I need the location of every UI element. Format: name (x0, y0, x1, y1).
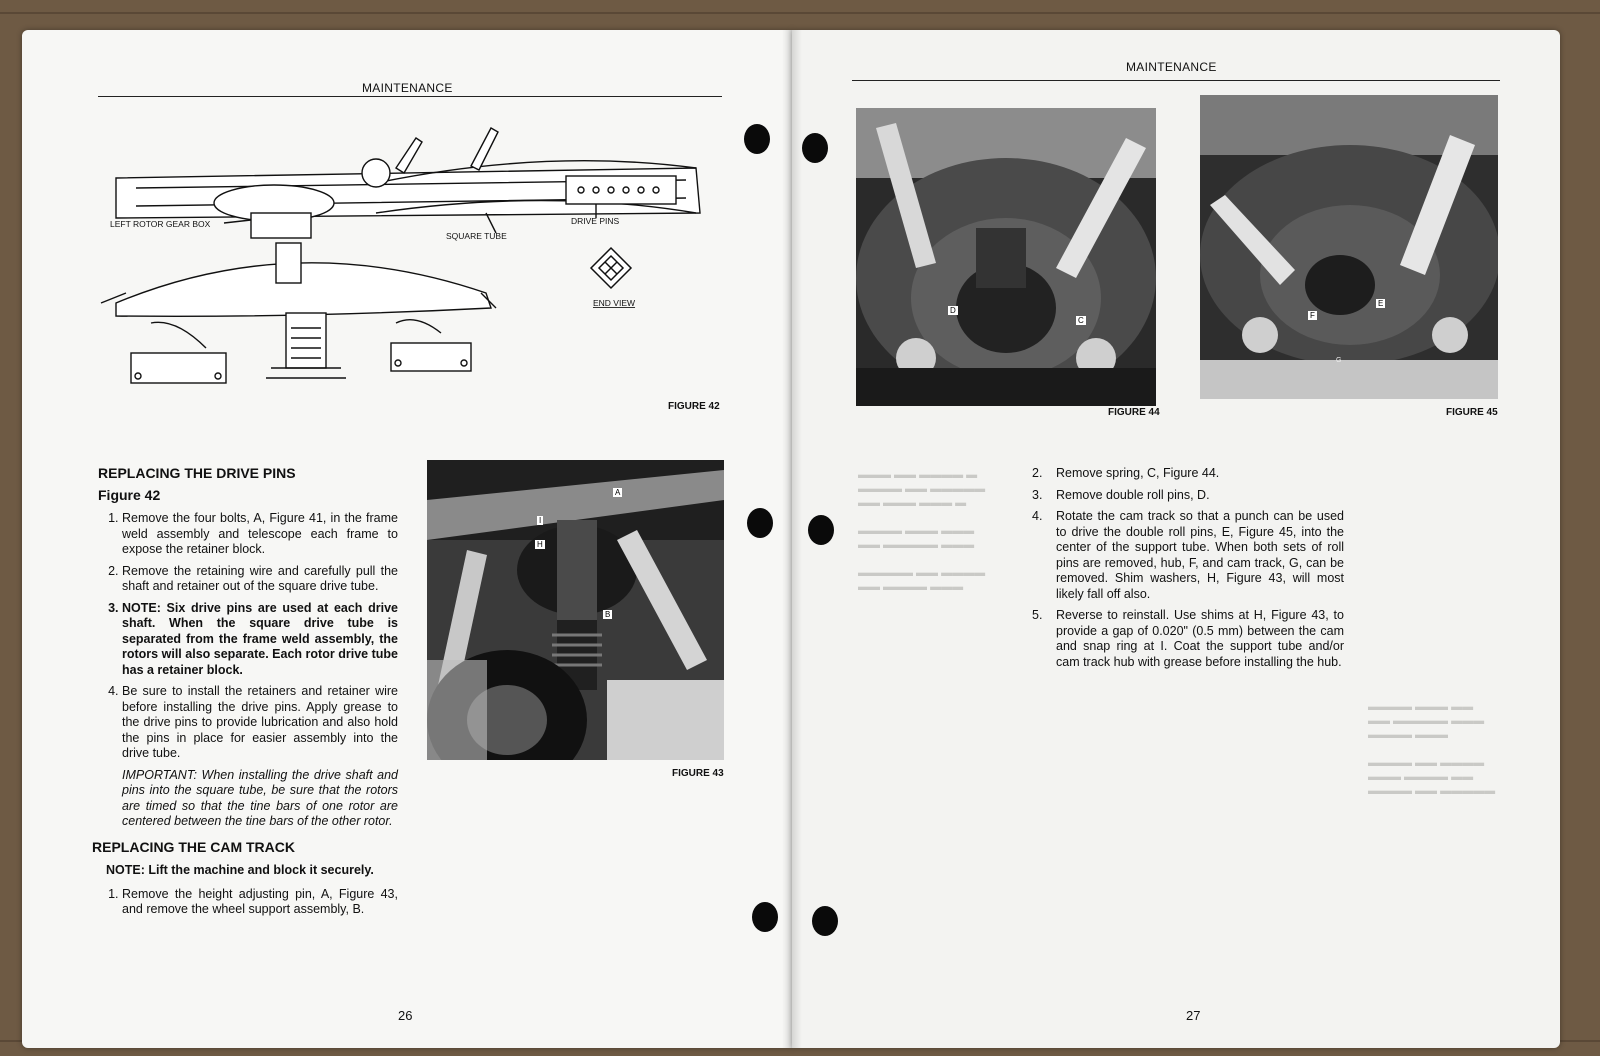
list-item: 2. Remove the retaining wire and carefully pull the shaft and retainer out of the square drive tube. (122, 564, 398, 595)
punch-hole (744, 124, 770, 154)
section-replacing-drive-pins (92, 465, 398, 924)
label-left-rotor-gear-box: LEFT ROTOR GEAR BOX (110, 219, 211, 229)
list-number: 2. (1032, 466, 1043, 480)
section-subtitle-figure-42: Figure 42 (98, 486, 161, 503)
list-number: 5. (1032, 608, 1043, 622)
important-note: IMPORTANT: When installing the drive shaft and pins into the square tube, be sure that the rotors are timed so that the tine bars of one rotor are centered between the tine bars of the other rotor. (122, 767, 398, 828)
end-view-symbol (591, 248, 631, 288)
section-title-drive-pins: REPLACING THE DRIVE PINS (98, 465, 296, 481)
fig43-label-a: A (615, 488, 621, 497)
figure-42-caption: FIGURE 42 (668, 401, 720, 412)
list-text: Reverse to reinstall. Use shims at H, Figure 43, to provide a gap of 0.020" (0.5 mm) between the cam and snap ring at I. Coat the support tube and/or cam track hub with grease before installing the hub. (1056, 608, 1344, 669)
list-text: Rotate the cam track so that a punch can be used to drive the double roll pins, E, Figure 45, into the center of the support tube. When both sets of roll pins are removed, hub, F, and cam track, G, can be removed. Shim washers, H, Figure 43, will most likely fall off also. (1056, 509, 1344, 601)
left-header-rule (98, 96, 722, 97)
section-title-cam-track: REPLACING THE CAM TRACK (92, 838, 295, 855)
figure-43-caption: FIGURE 43 (672, 768, 724, 779)
figure-44-photo (856, 108, 1156, 406)
list-text: Remove spring, C, Figure 44. (1056, 466, 1220, 480)
right-page-header: MAINTENANCE (1126, 60, 1217, 74)
cam-track-note: NOTE: Lift the machine and block it securely. (106, 863, 374, 877)
label-drive-pins: DRIVE PINS (571, 216, 620, 226)
list-item (1032, 509, 1344, 602)
figure-42-drawing (96, 118, 724, 408)
label-square-tube: SQUARE TUBE (446, 231, 507, 241)
punch-hole (747, 508, 773, 538)
right-header-rule (852, 80, 1500, 81)
punch-hole (802, 133, 828, 163)
bleed-through-text: ▬▬▬ ▬▬ ▬▬▬▬ ▬ ▬▬▬▬ ▬▬ ▬▬▬▬▬ ▬▬ ▬▬▬ ▬▬▬ ▬ ▬▬▬▬ ▬▬▬ ▬▬▬ ▬▬ ▬▬▬▬▬ ▬▬▬ ▬▬▬▬▬ ▬▬ ▬▬▬▬ ▬▬ ▬▬▬▬ ▬▬▬ (858, 469, 986, 593)
list-item (1032, 488, 1344, 504)
list-item: 1. Remove the four bolts, A, Figure 41, in the frame weld assembly and telescope each frame to expose the retainer block. (122, 511, 398, 558)
list-item (1032, 466, 1344, 482)
figure-45-photo (1200, 95, 1498, 399)
figure-45-caption: FIGURE 45 (1446, 407, 1498, 418)
fig45-label-g: G (1336, 357, 1342, 364)
list-item-note: 3. NOTE: Six drive pins are used at each drive shaft. When the square drive tube is separated from the frame weld assembly, the rotors will also separate. Each rotor drive tube has a retainer block. (122, 601, 398, 679)
left-page-header: MAINTENANCE (362, 81, 453, 95)
list-item: 4. Be sure to install the retainers and retainer wire before installing the drive pins. Apply grease to the drive pins to provide lubrication and also hold the pins in place for easier assembly into the drive tube. (122, 684, 398, 762)
list-text: Remove double roll pins, D. (1056, 487, 1210, 502)
book-spine (782, 30, 802, 1048)
page-number-left: 26 (398, 1008, 413, 1023)
wood-grain (0, 12, 1600, 14)
fig43-label-b: B (605, 610, 611, 619)
punch-hole (812, 906, 838, 936)
label-end-view: END VIEW (593, 298, 636, 308)
figure-44-caption: FIGURE 44 (1108, 407, 1160, 418)
list-number: 4. (1032, 509, 1043, 523)
punch-hole (808, 515, 834, 545)
list-number: 3. (1032, 487, 1043, 502)
page-number-right: 27 (1186, 1008, 1201, 1023)
fig43-label-h: H (537, 540, 543, 549)
right-steps (1032, 466, 1344, 676)
figure-43-photo (427, 460, 724, 760)
fig45-label-f: F (1310, 311, 1315, 320)
fig45-label-e: E (1378, 299, 1384, 308)
bleed-through-text: ▬▬▬▬ ▬▬▬ ▬▬ ▬▬ ▬▬▬▬▬ ▬▬▬ ▬▬▬▬ ▬▬▬ ▬▬▬▬ ▬▬ ▬▬▬▬ ▬▬▬ ▬▬▬▬ ▬▬ ▬▬▬▬ ▬▬ ▬▬▬▬▬ (1368, 701, 1496, 797)
fig43-label-i: I (539, 516, 542, 525)
punch-hole (752, 902, 778, 932)
list-item: 1. Remove the height adjusting pin, A, Figure 43, and remove the wheel support assembly, B. (122, 887, 398, 918)
fig44-label-d: D (950, 306, 956, 315)
fig44-label-c: C (1078, 316, 1084, 325)
list-item (1032, 608, 1344, 670)
